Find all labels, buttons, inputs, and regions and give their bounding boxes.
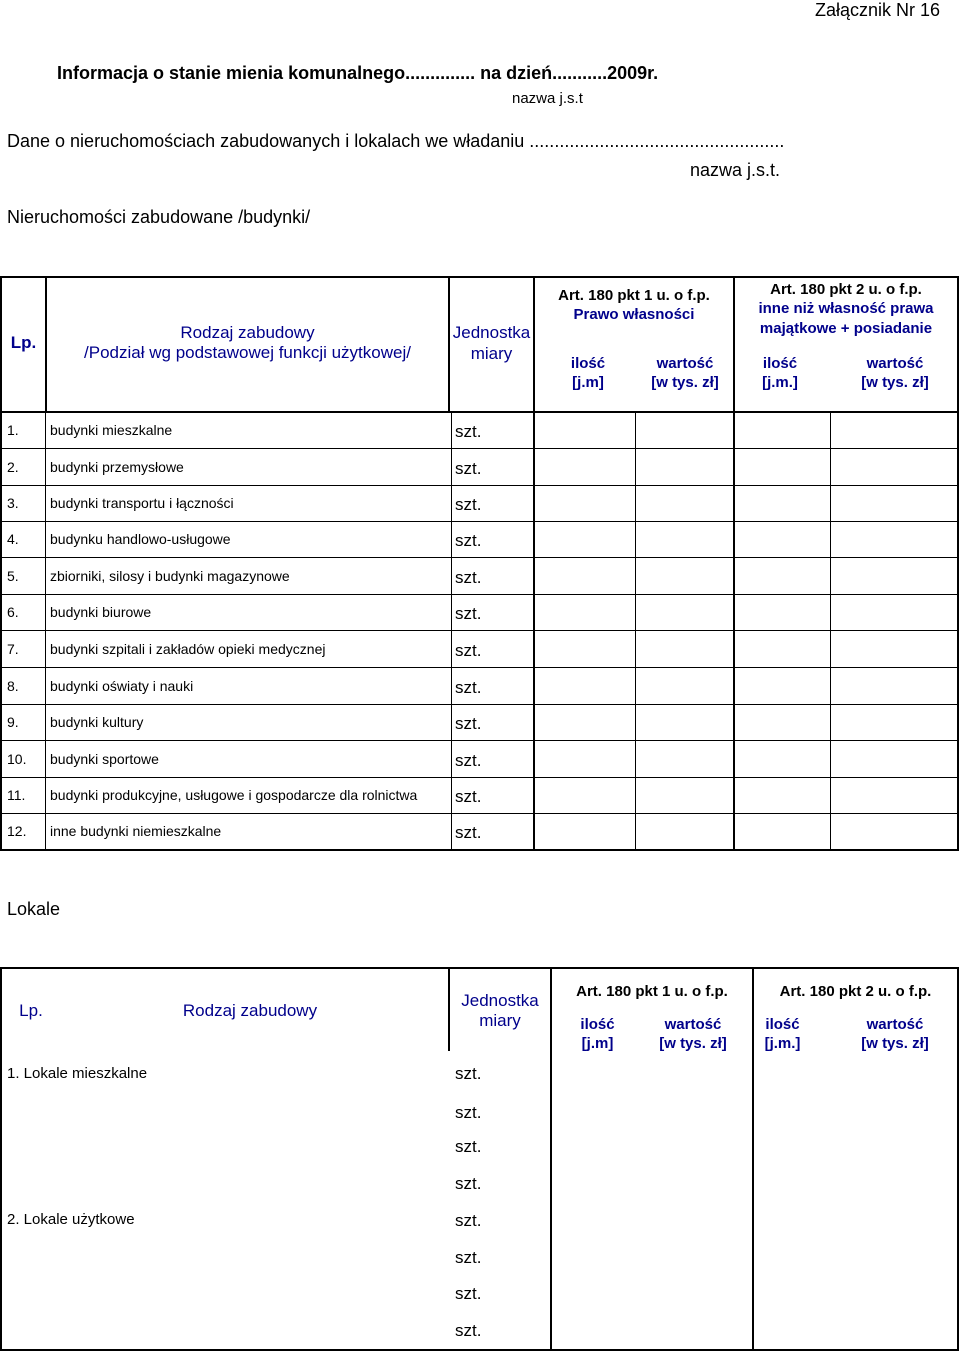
row-name: budynki transportu i łączności bbox=[50, 495, 234, 511]
art2-qty-unit: [j.m.] bbox=[762, 374, 798, 391]
premises-row-unit: szt. bbox=[455, 1321, 482, 1340]
row-name: zbiorniki, silosy i budynki magazynowe bbox=[50, 568, 290, 584]
premises-art1-value-header: wartość bbox=[664, 1016, 722, 1033]
premises-row-unit: szt. bbox=[455, 1174, 482, 1193]
row-name: budynki kultury bbox=[50, 714, 144, 730]
name-label-1: nazwa j.s.t bbox=[512, 90, 583, 107]
art2-qty-header: ilość bbox=[762, 355, 798, 372]
name-label-2: nazwa j.s.t. bbox=[690, 160, 781, 180]
row-name: budynki oświaty i nauki bbox=[50, 678, 194, 694]
premises-art1-value-unit: [w tys. zł] bbox=[659, 1035, 727, 1052]
row-number: 6. bbox=[7, 604, 19, 620]
premises-col-lp-header: Lp. bbox=[19, 1001, 43, 1020]
row-unit: szt. bbox=[455, 714, 482, 733]
row-number: 4. bbox=[7, 531, 19, 547]
row-unit: szt. bbox=[455, 787, 482, 806]
premises-art2-qty-header: ilość bbox=[765, 1016, 800, 1033]
col-type-subheader: /Podział wg podstawowej funkcji użytkowej/ bbox=[84, 343, 411, 362]
section-premises-title: Lokale bbox=[7, 899, 61, 919]
premises-row-label: 1. Lokale mieszkalne bbox=[7, 1065, 148, 1082]
row-name: budynki mieszkalne bbox=[50, 422, 173, 438]
col-unit-header: Jednostka bbox=[452, 323, 531, 342]
premises-row-unit: szt. bbox=[455, 1137, 482, 1156]
col-unit-subheader: miary bbox=[470, 344, 513, 363]
art1-value-unit: [w tys. zł] bbox=[651, 374, 719, 391]
premises-row-unit: szt. bbox=[455, 1211, 482, 1230]
document-title: Informacja o stanie mienia komunalnego.............. na dzień...........2009r. bbox=[57, 63, 659, 83]
premises-art2-header: Art. 180 pkt 2 u. o f.p. bbox=[779, 983, 932, 1000]
row-unit: szt. bbox=[455, 678, 482, 697]
row-name: inne budynki niemieszkalne bbox=[50, 823, 222, 839]
row-name: budynku handlowo-usługowe bbox=[50, 531, 231, 547]
art2-value-header: wartość bbox=[866, 355, 924, 372]
row-unit: szt. bbox=[455, 422, 482, 441]
row-number: 5. bbox=[7, 568, 19, 584]
row-unit: szt. bbox=[455, 823, 482, 842]
row-unit: szt. bbox=[455, 751, 482, 770]
premises-art1-qty-unit: [j.m] bbox=[581, 1035, 614, 1052]
art2-subheader-2: majątkowe + posiadanie bbox=[759, 320, 933, 337]
row-number: 9. bbox=[7, 714, 19, 730]
row-unit: szt. bbox=[455, 495, 482, 514]
premises-row-unit: szt. bbox=[455, 1248, 482, 1267]
row-name: budynki przemysłowe bbox=[50, 459, 184, 475]
row-unit: szt. bbox=[455, 459, 482, 478]
row-number: 1. bbox=[7, 422, 19, 438]
premises-art1-qty-header: ilość bbox=[580, 1016, 615, 1033]
row-number: 3. bbox=[7, 495, 19, 511]
col-lp-header: Lp. bbox=[10, 333, 37, 352]
row-unit: szt. bbox=[455, 604, 482, 623]
row-number: 11. bbox=[7, 787, 26, 803]
attachment-number: Załącznik Nr 16 bbox=[814, 0, 940, 20]
premises-art1-header: Art. 180 pkt 1 u. o f.p. bbox=[576, 983, 728, 1000]
art1-value-header: wartość bbox=[656, 355, 714, 372]
row-number: 10. bbox=[7, 751, 27, 767]
col-type-header: Rodzaj zabudowy bbox=[180, 323, 315, 342]
section-buildings-title: Nieruchomości zabudowane /budynki/ bbox=[7, 207, 311, 227]
row-unit: szt. bbox=[455, 641, 482, 660]
row-unit: szt. bbox=[455, 531, 482, 550]
art1-qty-unit: [j.m] bbox=[572, 374, 604, 391]
premises-col-type-header: Rodzaj zabudowy bbox=[182, 1001, 318, 1020]
row-number: 2. bbox=[7, 459, 19, 475]
art1-header: Art. 180 pkt 1 u. o f.p. bbox=[558, 287, 710, 304]
row-name: budynki sportowe bbox=[50, 751, 159, 767]
premises-art2-value-unit: [w tys. zł] bbox=[861, 1035, 929, 1052]
premises-row-unit: szt. bbox=[455, 1284, 482, 1303]
premises-row-unit: szt. bbox=[455, 1064, 482, 1083]
premises-art2-value-header: wartość bbox=[866, 1016, 924, 1033]
row-name: budynki biurowe bbox=[50, 604, 152, 620]
art2-header: Art. 180 pkt 2 u. o f.p. bbox=[770, 281, 922, 298]
buildings-intro: Dane o nieruchomościach zabudowanych i lokalach we władaniu ................................................... bbox=[7, 131, 785, 151]
premises-col-unit-subheader: miary bbox=[479, 1011, 521, 1030]
premises-art2-qty-unit: [j.m.] bbox=[764, 1035, 801, 1052]
row-number: 8. bbox=[7, 678, 19, 694]
art2-value-unit: [w tys. zł] bbox=[861, 374, 929, 391]
premises-row-unit: szt. bbox=[455, 1103, 482, 1122]
art1-subheader: Prawo własności bbox=[573, 306, 695, 323]
premises-row-label: 2. Lokale użytkowe bbox=[7, 1211, 135, 1228]
row-unit: szt. bbox=[455, 568, 482, 587]
premises-col-unit-header: Jednostka bbox=[461, 991, 539, 1010]
row-name: budynki szpitali i zakładów opieki medycznej bbox=[50, 641, 326, 657]
row-number: 12. bbox=[7, 823, 27, 839]
row-name: budynki produkcyjne, usługowe i gospodarcze dla rolnictwa bbox=[50, 787, 418, 803]
art1-qty-header: ilość bbox=[570, 355, 606, 372]
row-number: 7. bbox=[7, 641, 19, 657]
art2-subheader-1: inne niż własność prawa bbox=[758, 300, 934, 317]
